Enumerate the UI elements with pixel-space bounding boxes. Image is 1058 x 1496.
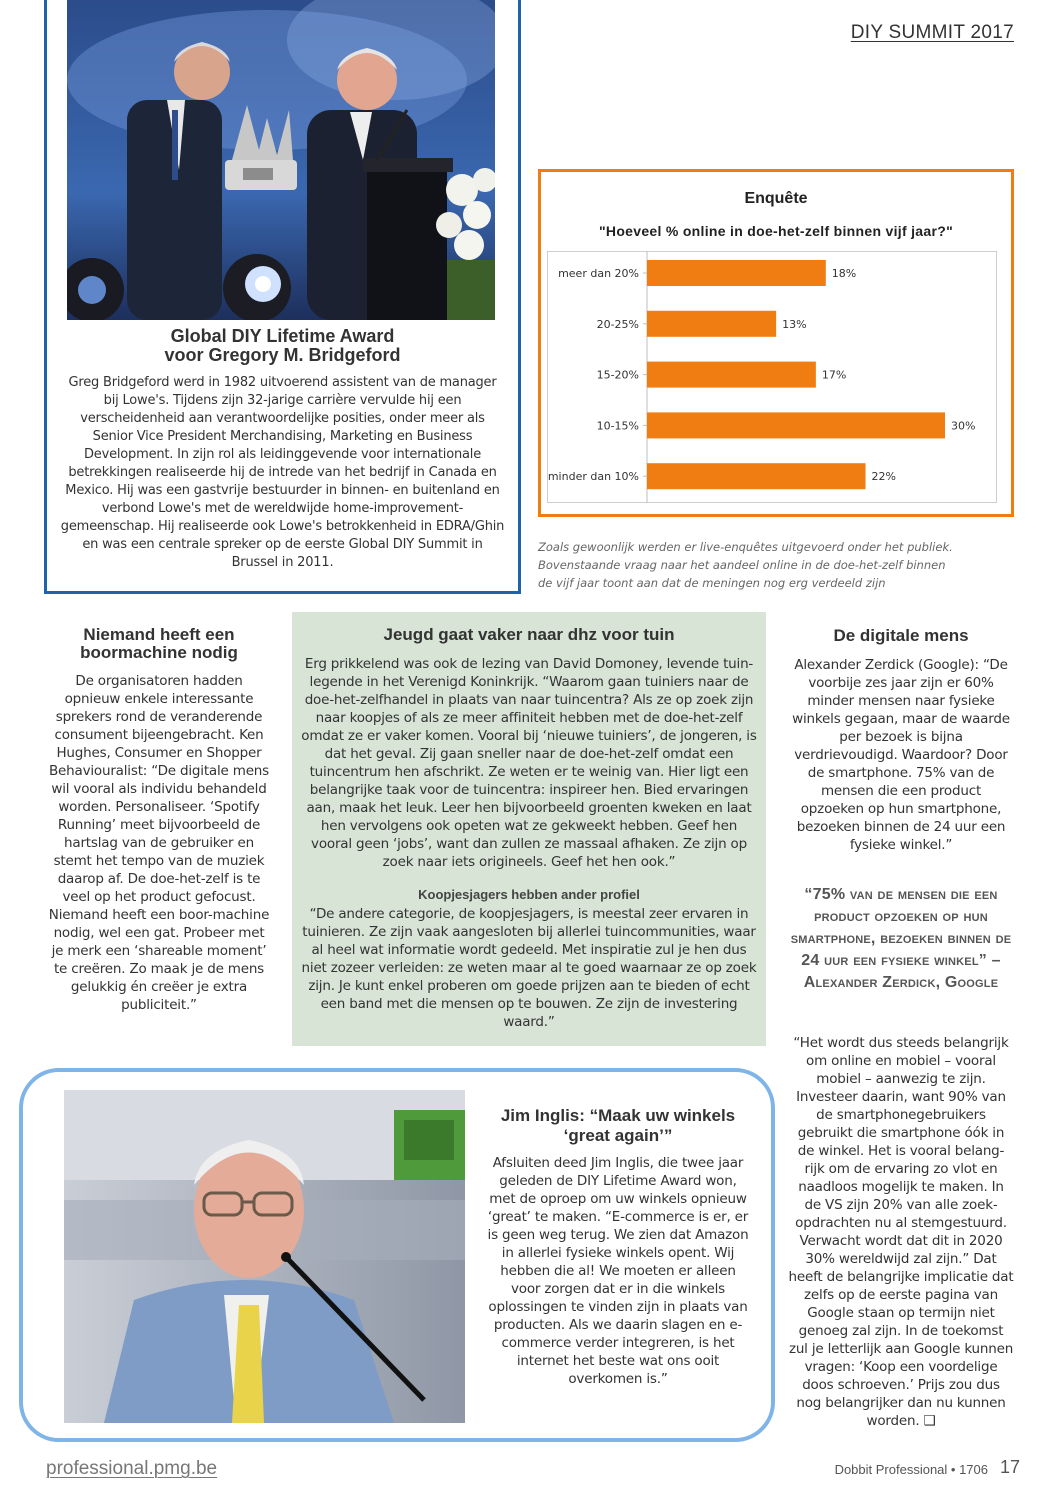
chart-value-label: 22% <box>871 470 896 484</box>
chart-category-label: 20-25% <box>596 317 639 331</box>
chart-category-label: meer dan 20% <box>558 267 639 280</box>
chart-value-label: 13% <box>782 317 807 331</box>
jim-inglis-photo <box>64 1090 465 1423</box>
chart-value-label: 18% <box>831 267 857 280</box>
chart-bar <box>647 362 816 388</box>
digital-human-body-continued: “Het wordt dus steeds belangrijk om online en mobiel – vooral mobiel – aanwezig te zijn. Investeer daarin, want 90% van de smartphonegebruikers gebruikt die smartphone óók in de winkel. Het is vooral belang-rijk om de ervaring zo vlot en naadloos mogelijk te maken. In de VS zijn 20% van alle zoek-opdrachten nu al stemgestuurd. Verwacht wordt dat dit in 2020 30% wereldwijd zal zijn.” Dat heeft de belangrijke implicatie dat zelfs op de eerste pagina van Google staan op termijn niet genoeg zal zijn. In de toekomst zul je letterlijk aan Google kunnen vragen: ‘Koop een voordelige doos schroeven.’ Prijs zou dus nog belangrijker dan nu kunnen worden. ❑ <box>788 1035 1014 1429</box>
chart-value-label: 30% <box>951 419 976 433</box>
chart-bar <box>647 463 866 489</box>
bargain-hunters-body: “De andere categorie, de koopjesjagers, is meestal zeer ervaren in tuinieren. Ze zijn vaak aangesloten bij allerlei tuincommunities, waar al heel wat informatie wordt gedeeld. Met inspiratie zul je hen dus niet zozeer verleiden: ze weten maar al te goed waarnaar ze op zoek zijn. Je kunt enkel proberen om goede prijzen aan te bieden of echt een band met die mensen op te bouwen. Ze zijn de investering waard.” <box>301 906 757 1030</box>
inglis-heading-line1: Jim Inglis: “Maak uw winkels <box>500 1106 736 1125</box>
award-heading-line1: Global DIY Lifetime Award <box>170 326 395 346</box>
pull-quote: “75% van de mensen die een product opzoeken op hun smartphone, bezoeken binnen de 24 uur een fysieke winkel” – Alexander Zerdick, Google <box>790 886 1012 991</box>
chart-bar <box>647 412 945 438</box>
award-heading-line2: voor Gregory M. Bridgeford <box>164 345 401 365</box>
chart-value-label: 17% <box>821 368 847 382</box>
digital-human-heading: De digitale mens <box>833 626 969 645</box>
chart-caption: Zoals gewoonlijk werden er live-enquêtes uitgevoerd onder het publiek. Bovenstaande vraag naar het aandeel online in de doe-het-zelf binnen de vijf jaar toont aan dat de meningen nog erg verdeeld zijn <box>538 540 953 590</box>
youth-garden-heading: Jeugd gaat vaker naar dhz voor tuin <box>383 625 675 644</box>
magazine-section-header: DIY SUMMIT 2017 <box>850 22 1014 43</box>
inglis-body: Afsluiten deed Jim Inglis, die twee jaar geleden de DIY Lifetime Award won, met de oproep om uw winkels opnieuw ‘great’ te maken. “E-commerce is er, er is geen weg terug. We zien dat Amazon in allerlei fysieke winkels opent. Wij hebben die al! We moeten er alleen voor zorgen dat er in die winkels oplossingen te vinden zijn in plaats van producten. Als we daarin slagen en e-commerce verder integreren, is het internet het beste wat ons ooit overkomen is.” <box>487 1155 749 1387</box>
chart-bar <box>647 260 826 286</box>
digital-human-body: Alexander Zerdick (Google): “De voorbije zes jaar zijn er 60% minder mensen naar fysieke winkels gegaan, maar de waarde per bezoek is bijna verdrievoudigd. Waardoor? Door de smartphone. 75% van de mensen die een product opzoeken op hun smartphone, bezoeken binnen de 24 uur een fysieke winkel.” <box>792 657 1010 853</box>
inglis-heading <box>487 1106 749 1146</box>
chart-category-label: 10-15% <box>596 419 639 433</box>
footer-website-link[interactable]: professional.pmg.be <box>46 1458 218 1479</box>
award-body-text: Greg Bridgeford werd in 1982 uitvoerend assistent van de manager bij Lowe's. Tijdens zijn 32-jarige carrière vervulde hij een verscheidenheid aan verantwoordelijke posities, onder meer als Senior Vice President Merchandising, Marketing en Business Development. In zijn rol als leidinggevende voor internationale betrekkingen realiseerde hij de intrede van het bedrijf in Canada en Mexico. Hij was een gastvrije bestuurder in binnen- en buitenland en verbond Lowe's met de wereldwijde home-improvement-gemeenschap. Hij realiseerde ook Lowe's betrokkenheid in EDRA/Ghin en was een centrale spreker op de eerste Global DIY Summit in Brussel in 2011. <box>60 375 505 570</box>
youth-garden-body: Erg prikkelend was ook de lezing van David Domoney, levende tuin-legende in het Verenigd Koninkrijk. “Waarom gaan tuiniers naar de doe-het-zelfhandel in plaats van naar tuincentra? Als ze op zoek zijn naar koopjes of als ze meer affiniteit hebben met de doe-het-zelf omdat ze er vaker komen. Vooral bij ‘nieuwe tuiniers’, de jongeren, is dat het geval. Zij gaan sneller naar de doe-het-zelf omdat een tuincentrum hen afschrikt. Ze weten er te weinig van. Hier ligt een belangrijke taak voor de tuincentra: inspireer hen. Bied ervaringen aan, maak het leuk. Leer hen bijvoorbeeld groenten kweken en laat hen vervolgens ook opeten wat ze gekweekt hebben. Geef hen vooral geen ‘jobs’, want dan zullen ze massaal afhaken. Ze zijn op zoek naar iets origineels. Geef het hen ook.” <box>301 656 757 870</box>
chart-title: Enquête <box>744 190 808 207</box>
chart-category-label: 15-20% <box>596 368 639 382</box>
drill-heading-line1: Niemand heeft een <box>83 625 235 644</box>
footer-issue: Dobbit Professional • 1706 <box>834 1462 988 1477</box>
award-heading <box>60 327 505 365</box>
chart-bar <box>647 311 776 337</box>
inglis-heading-line2: ‘great again’” <box>563 1126 673 1145</box>
drill-heading-line2: boormachine nodig <box>80 643 238 662</box>
chart-category-label: minder dan 10% <box>547 470 639 484</box>
page-number: 17 <box>1000 1457 1021 1477</box>
drill-article-heading <box>48 626 270 662</box>
chart-subtitle: "Hoeveel % online in doe-het-zelf binnen vijf jaar?" <box>598 223 954 239</box>
drill-article-body: De organisatoren hadden opnieuw enkele interessante sprekers rond de veranderende consument bijeengebracht. Ken Hughes, Consumer en Shopper Behaviouralist: “De digitale mens wil vooral als individu behandeld worden. Personaliseer. ‘Spotify Running’ meet bijvoorbeeld de hartslag van de gebruiker en stemt het tempo van de muziek daarop af. De doe-het-zelf is te veel op het product gefocust. Niemand heeft een boor-machine nodig, wel een gat. Probeer met je merk een ‘shareable moment’ te creëren. Zo maak je de mens gelukkig én creëer je extra publiciteit.” <box>48 673 270 1013</box>
award-ceremony-photo <box>67 0 495 320</box>
bargain-hunters-subheading: Koopjesjagers hebben ander profiel <box>418 887 640 902</box>
survey-bar-chart <box>547 251 997 503</box>
